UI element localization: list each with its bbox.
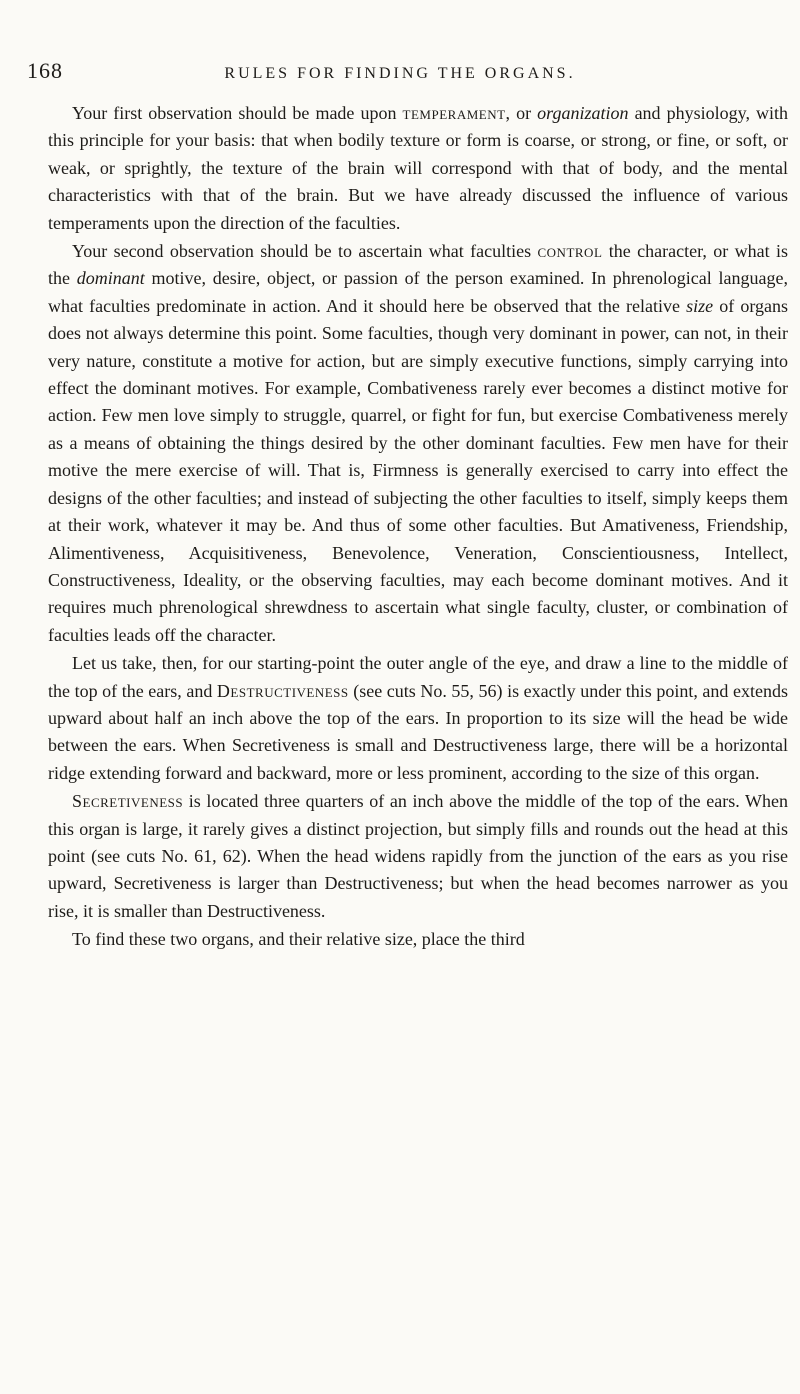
text-run: of organs does not always determine this point. Some faculties, though very dominant in power, can not, in their very nature, constitute a motive for action, but are simply executive functions, simply carrying into effect the dominant motives. For example, Combativeness rarely ever becomes a distinct motive for action. Few men love simply to struggle, quarrel, or fight for fun, but exercise Combativeness merely as a means of obtaining the things desired by the other dominant faculties. Few men have for their motive the mere exercise of will. That is, Firmness is generally exercised to carry into effect the designs of the other faculties; and instead of subjecting the other faculties to itself, simply keeps them at their work, whatever it may be. And thus of some other faculties. But Amativeness, Friendship, Alimentiveness, Acquisitiveness, Benevolence, Veneration, Conscientiousness, Intellect, Constructiveness, Ideality, or the observing faculties, may each become dominant motives. And it requires much phrenological shrewdness to ascertain what single faculty, cluster, or combination of faculties leads off the character. [48,295,788,645]
paragraph-finding-organs [48,926,788,953]
text-run: Your first observation should be made upon [72,103,403,123]
text-run: is located three quarters of an inch above the middle of the top of the ears. When this organ is large, it rarely gives a distinct projection, but simply fills and rounds out the head at this point (see cuts No. 61, 62). When the head widens rapidly from the junction of the ears as you rise upward, Secretiveness is larger than Destructiveness; but when the head becomes narrower as you rise, it is smaller than Destructiveness. [48,791,788,921]
text-run: organization [537,103,629,123]
paragraph-temperament [48,100,788,237]
text-run: the character, or what is the [48,241,788,289]
text-run: dominant [76,268,145,289]
text-run: , or [505,103,538,123]
page-number: 168 [27,58,63,83]
text-run: Secretiveness [72,791,184,812]
text-run: control [537,241,603,262]
text-run: Let us take, then, for our starting-point the outer angle of the eye, and draw a line to the middle of the top of the ears, and [48,653,788,701]
text-run: Destructiveness [216,680,349,701]
text-run: and physiology, with this principle for your basis: that when bodily texture or form is coarse, or strong, or fine, or soft, or weak, or sprightly, the texture of the brain will correspond with that of body, and the mental characteristics with that of the brain. But we have already discussed the influence of various temperaments upon the direction of the faculties. [48,103,789,233]
text-run: (see cuts No. 55, 56) is exactly under this point, and extends upward about half an inch above the top of the ears. In proportion to its size will the head be wide between the ears. When Secretiveness is small and Destructiveness large, there will be a horizontal ridge extending forward and backward, more or less prominent, according to the size of this organ. [48,680,788,783]
text-run: size [686,295,714,316]
running-head [0,58,800,98]
text-run: motive, desire, object, or passion of the person examined. In phrenological language, what faculties predominate in action. And it should here be observed that the relative [48,268,788,316]
running-title: RULES FOR FINDING THE ORGANS. [224,65,576,82]
text-run: Your second observation should be to ascertain what faculties [72,241,538,262]
paragraph-destructiveness [48,650,788,787]
text-run: To find these two organs, and their relative size, place the third [72,929,525,950]
paragraph-secretiveness [48,788,788,925]
text-run: temperament [402,103,506,123]
body-text [48,100,788,954]
paragraph-dominant-motive [48,238,788,649]
